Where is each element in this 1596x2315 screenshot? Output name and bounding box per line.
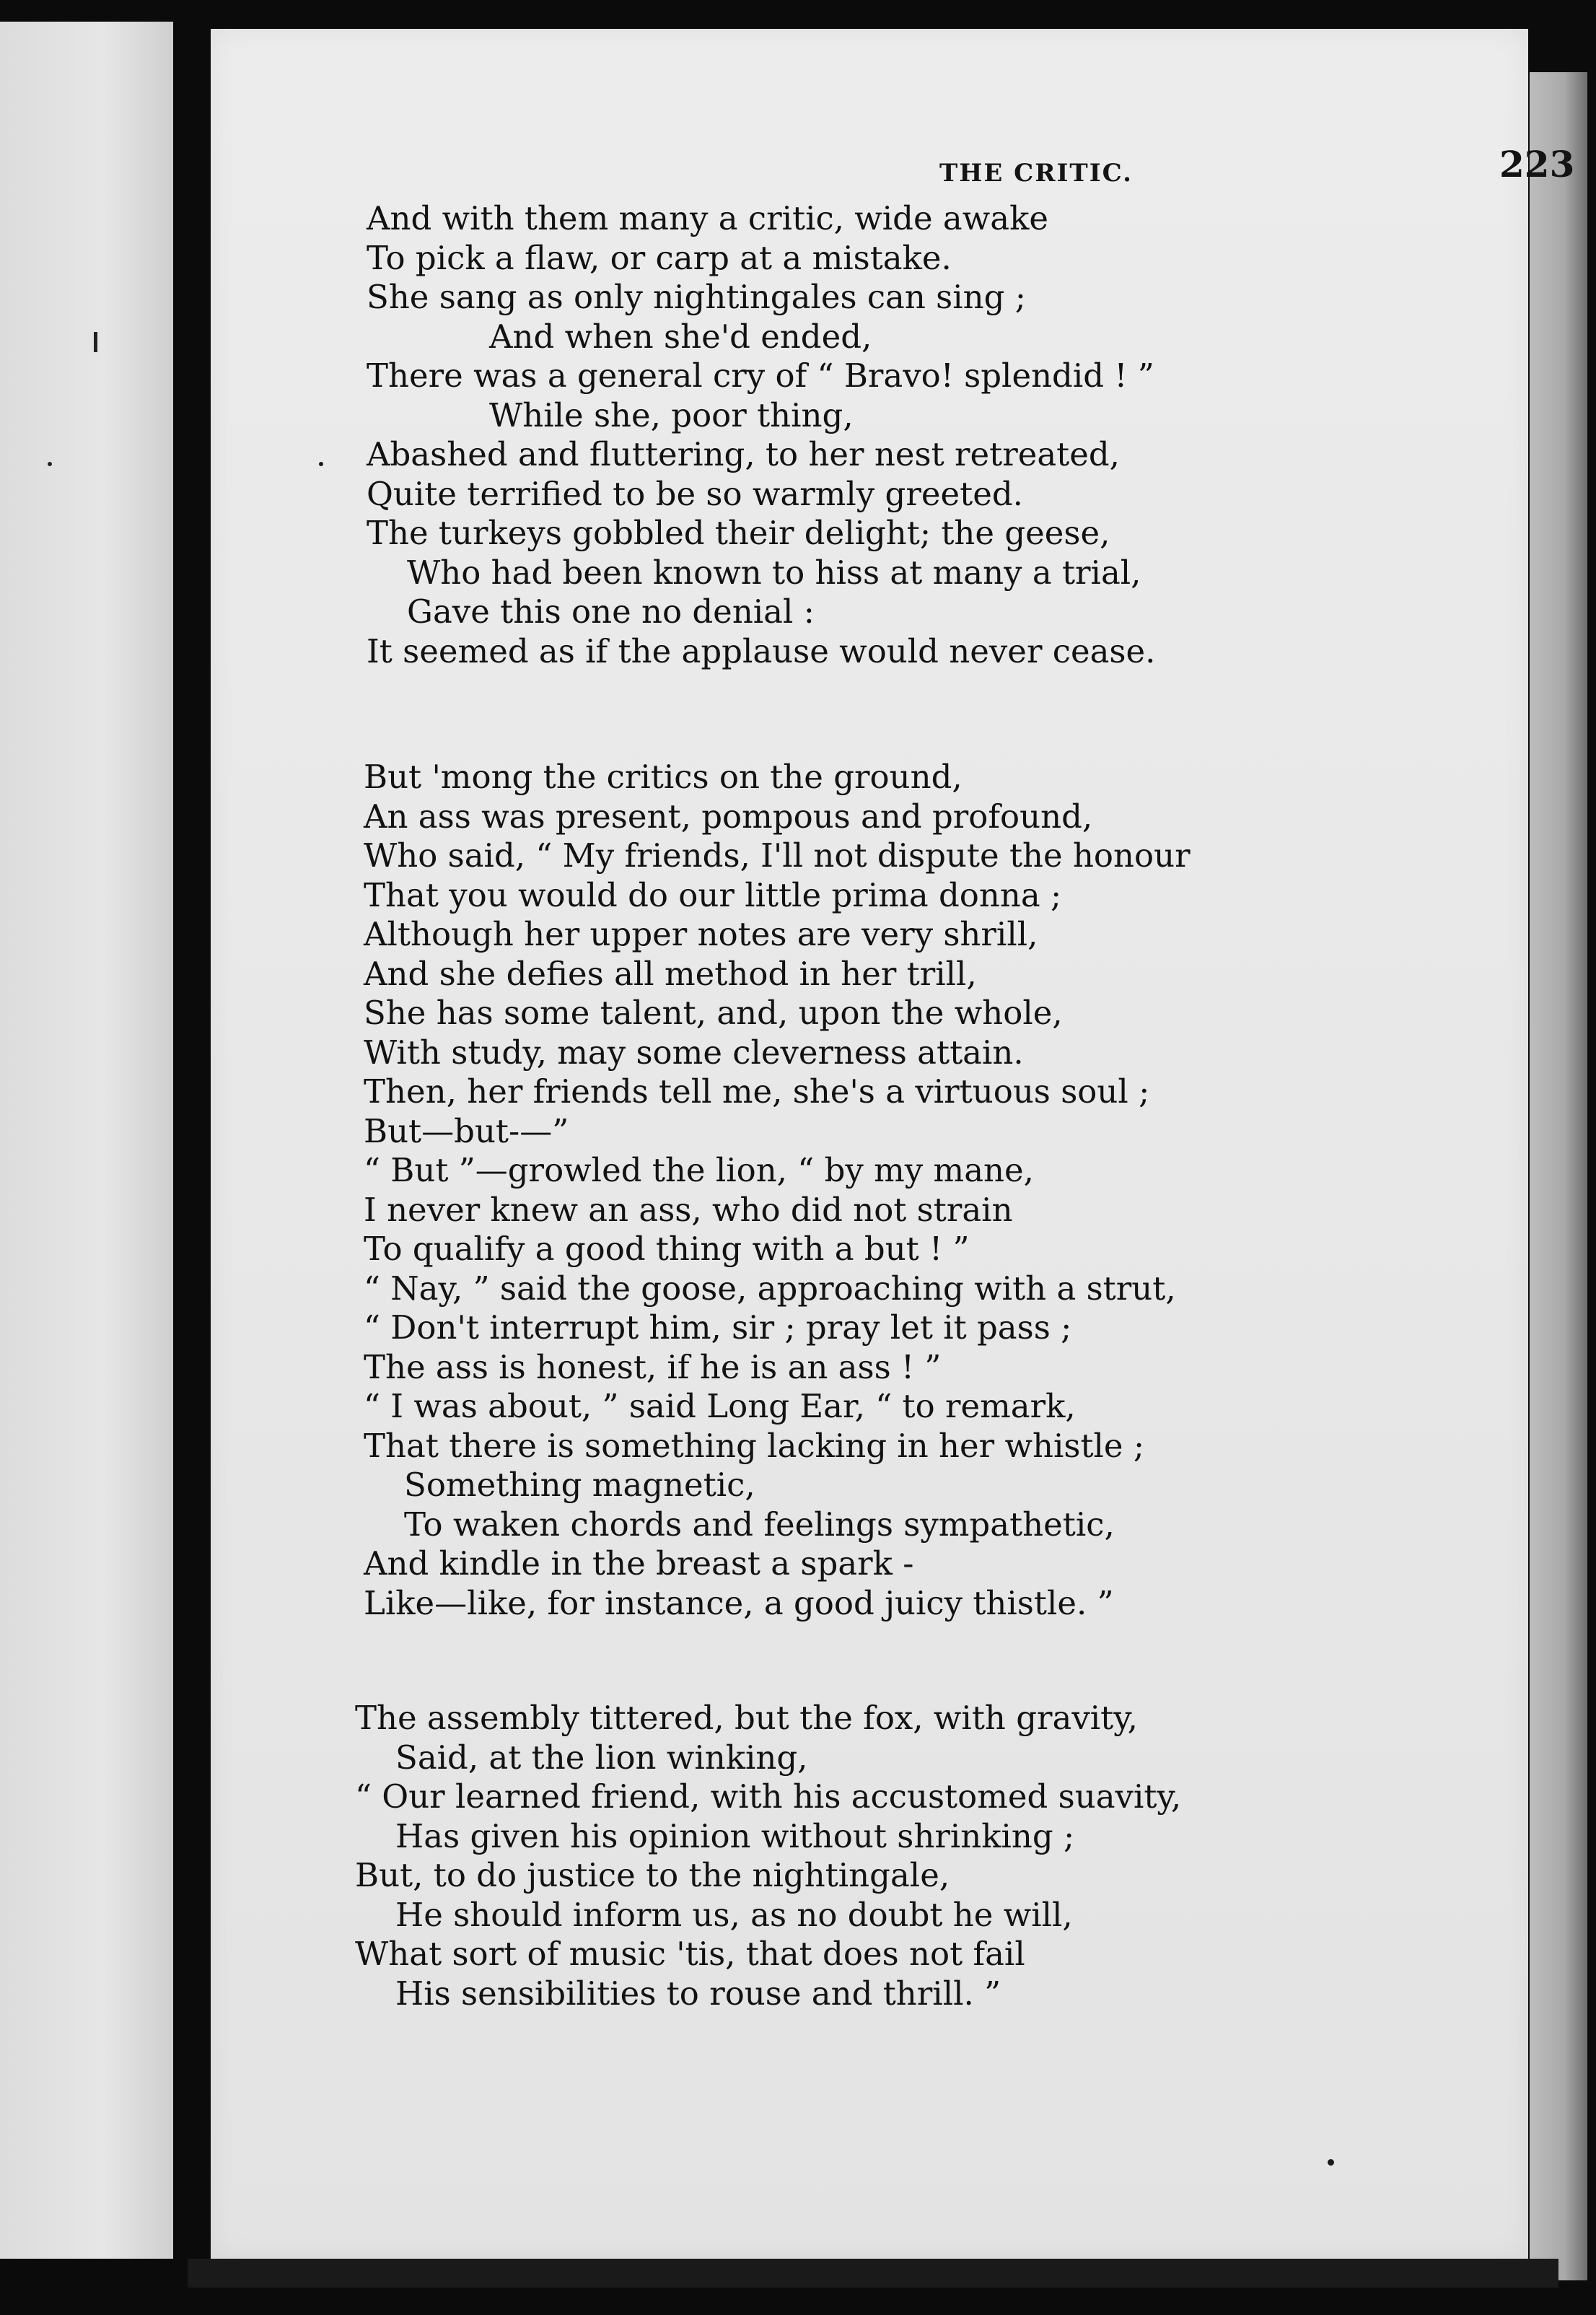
stanza-3 [355, 1699, 1181, 2013]
poem-line: To waken chords and feelings sympathetic, [404, 1505, 1115, 1544]
poem-line: But, to do justice to the nightingale, [355, 1856, 950, 1894]
poem-line: And kindle in the breast a spark - [364, 1544, 914, 1583]
poem-line: The ass is honest, if he is an ass ! ” [364, 1347, 942, 1386]
poem-line: Something magnetic, [404, 1466, 755, 1504]
poem-line: He should inform us, as no doubt he will, [395, 1895, 1073, 1934]
poem-line: To qualify a good thing with a but ! ” [364, 1230, 970, 1268]
poem-line: Quite terrified to be so warmly greeted. [367, 474, 1023, 513]
stanza-1 [367, 199, 1155, 671]
poem-line: Who said, “ My friends, I'll not dispute the honour [364, 836, 1191, 875]
poem-line: Said, at the lion winking, [395, 1738, 808, 1777]
book-page [211, 29, 1575, 2259]
poem-line: Then, her friends tell me, she's a virtuous soul ; [364, 1072, 1150, 1111]
running-title: THE CRITIC. [939, 159, 1133, 188]
poem-line: Who had been known to hiss at many a trial, [407, 553, 1141, 592]
poem-line: The assembly tittered, but the fox, with gravity, [355, 1699, 1138, 1737]
facing-page-edge [0, 22, 173, 2259]
ink-speck [1328, 2159, 1334, 2166]
poem-line: And with them many a critic, wide awake [367, 199, 1048, 237]
poem-line: Gave this one no denial : [407, 592, 815, 631]
poem-line: Although her upper notes are very shrill, [364, 915, 1038, 953]
poem-line: But 'mong the critics on the ground, [364, 758, 963, 796]
binding-shadow [188, 2259, 1558, 2288]
poem-line: That there is something lacking in her whistle ; [364, 1426, 1145, 1465]
poem-line: The turkeys gobbled their delight; the geese, [367, 514, 1110, 552]
poem-line: His sensibilities to rouse and thrill. ” [395, 1974, 1001, 2013]
poem-line: An ass was present, pompous and profound, [364, 797, 1093, 836]
poem-line: But—but-—” [364, 1111, 569, 1150]
poem-line: “ Don't interrupt him, sir ; pray let it pass ; [364, 1308, 1072, 1347]
poem-line: What sort of music 'tis, that does not fail [355, 1935, 1025, 1973]
poem-line: Has given his opinion without shrinking ; [395, 1816, 1075, 1855]
stanza-2 [364, 758, 1191, 1623]
poem-line: She has some talent, and, upon the whole, [364, 994, 1063, 1032]
page-stack-edge [1530, 72, 1587, 2280]
poem-line: Like—like, for instance, a good juicy thistle. ” [364, 1583, 1114, 1622]
ink-speck [319, 462, 323, 466]
poem-line: “ Our learned friend, with his accustomed suavity, [355, 1777, 1182, 1816]
poem-line: “ But ”—growled the lion, “ by my mane, [364, 1151, 1034, 1189]
poem-line: She sang as only nightingales can sing ; [367, 278, 1026, 316]
poem-line: “ Nay, ” said the goose, approaching with a strut, [364, 1269, 1176, 1308]
poem-line: “ I was about, ” said Long Ear, “ to remark, [364, 1387, 1076, 1425]
poem-line: Abashed and fluttering, to her nest retreated, [367, 435, 1120, 473]
poem-line: There was a general cry of “ Bravo! splendid ! ” [367, 356, 1154, 395]
poem-line: I never knew an ass, who did not strain [364, 1190, 1013, 1229]
poem-line: And when she'd ended, [489, 317, 872, 356]
poem-line: It seemed as if the applause would never cease. [367, 631, 1156, 670]
ink-speck [48, 462, 52, 466]
poem-line: While she, poor thing, [489, 395, 854, 434]
page-number: 223 [1499, 143, 1575, 185]
poem-line: To pick a flaw, or carp at a mistake. [367, 238, 952, 277]
poem-line: With study, may some cleverness attain. [364, 1033, 1024, 1072]
poem-line: That you would do our little prima donna ; [364, 875, 1062, 914]
ink-speck [94, 332, 97, 352]
poem-line: And she defies all method in her trill, [364, 954, 977, 993]
